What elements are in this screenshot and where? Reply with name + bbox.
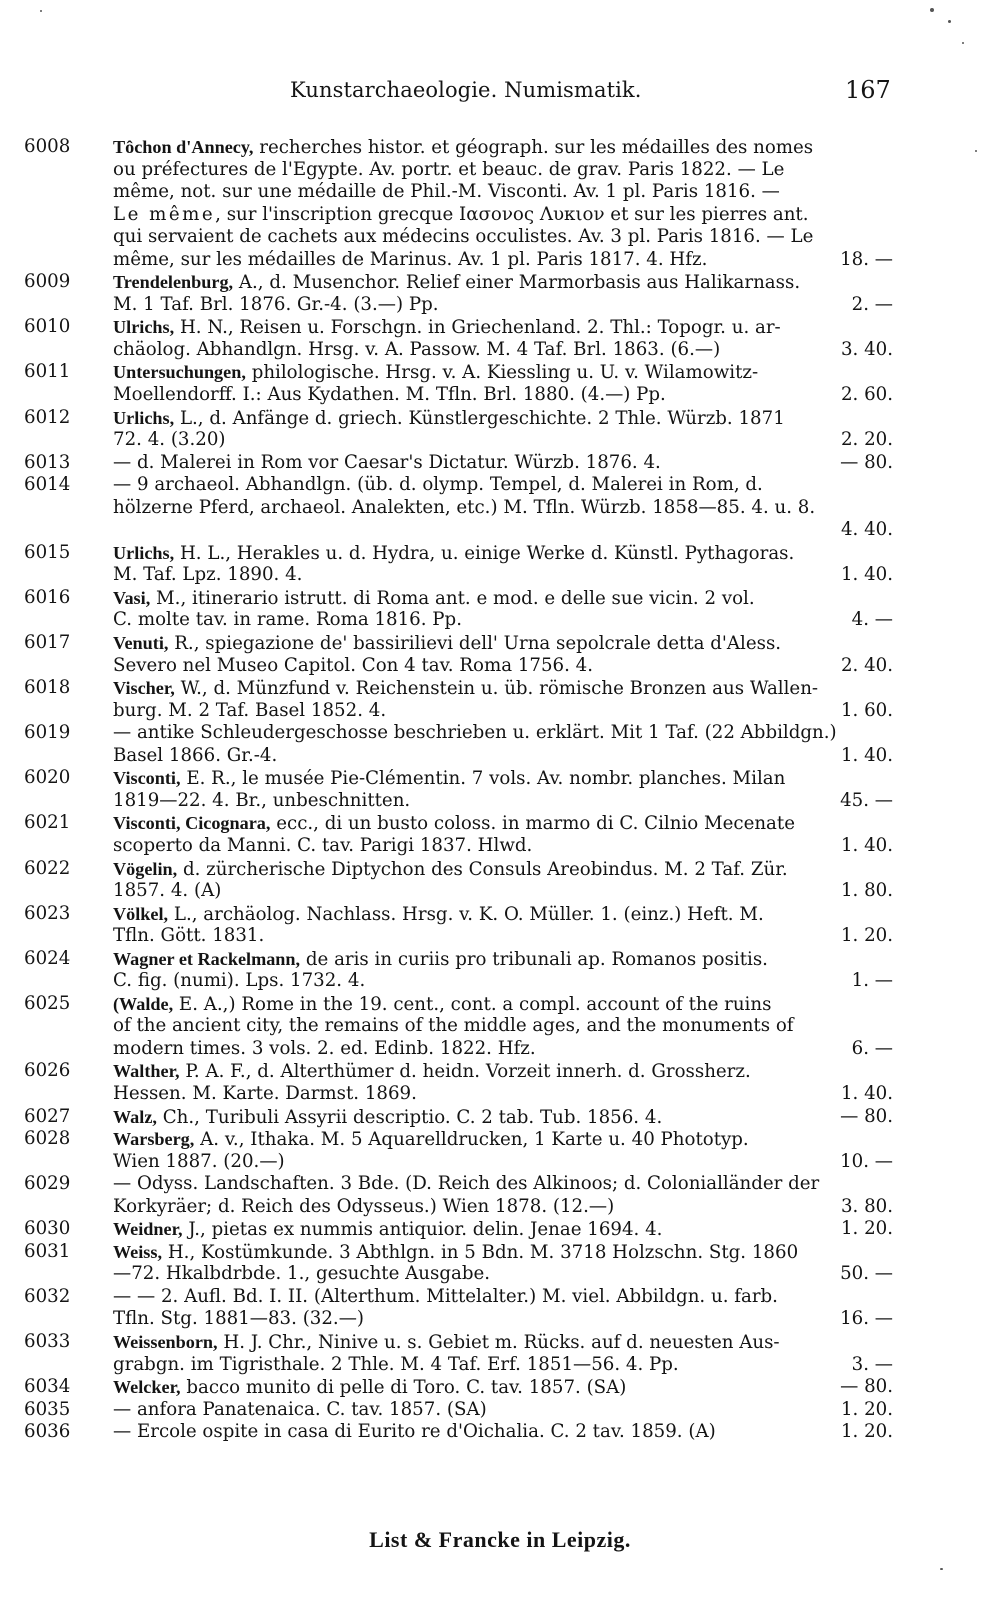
entry-line [113,1038,893,1061]
entry-price: 1. 20. [840,1398,893,1420]
entry-line [113,1083,893,1106]
entry-line [113,1015,893,1038]
entry-line-text: hölzerne Pferd, archaeol. Analekten, etc.) M. Tfln. Würzb. 1858—85. 4. u. 8. [113,496,816,518]
entry-number: 6015 [24,541,71,563]
entry-line-text: P. A. F., d. Alterthümer d. heidn. Vorzeit innerh. d. Grossherz. [185,1061,751,1083]
entry-line-text: — — 2. Aufl. Bd. I. II. (Alterthum. Mittelalter.) M. viel. Abbildgn. u. farb. [113,1285,778,1307]
catalog-entry [0,1376,1000,1399]
catalog-entry [0,1399,1000,1422]
entry-line-text: H. N., Reisen u. Forschgn. in Griechenland. 2. Thl.: Topogr. u. ar- [179,317,781,339]
catalog-entry [0,632,1000,677]
entry-price: 50. — [840,1263,893,1285]
entry-line [113,429,893,452]
catalog-entry [0,903,1000,948]
entry-line-text: de aris in curiis pro tribunali ap. Romanos positis. [305,948,768,970]
entry-line-text: recherches histor. et géograph. sur les médailles des nomes [259,137,814,158]
entry-price: 1. 20. [840,925,893,947]
entry-author: Ulrichs, [113,317,175,338]
entry-line-text: E. A.,) Rome in the 19. cent., cont. a compl. account of the ruins [178,993,772,1015]
entry-line-text: J., pietas ex nummis antiquior. delin. Jenae 1694. 4. [188,1219,663,1241]
entry-text [113,452,893,475]
entry-line [113,587,893,610]
entry-price: 4. 40. [840,519,893,541]
entry-text [113,722,893,767]
entry-number: 6021 [24,812,71,834]
entry-number: 6033 [24,1330,71,1352]
entry-line [113,226,893,249]
entry-line-text: qui servaient de cachets aux médecins occulistes. Av. 3 pl. Paris 1816. — Le [113,226,814,248]
entry-price: — 80. [840,451,893,473]
entry-number: 6009 [24,271,71,293]
entry-text [113,767,893,812]
entry-author: Venuti, [113,633,169,654]
catalog-entry [0,587,1000,632]
entry-line-text: E. R., le musée Pie-Clémentin. 7 vols. Av. nombr. planches. Milan [186,768,786,790]
entry-author: Visconti, Cicognara, [113,813,271,834]
entry-line-text: —72. Hkalbdrbde. 1., gesuchte Ausgabe. [113,1263,490,1285]
entry-line-text: M. Taf. Lpz. 1890. 4. [113,564,303,586]
entry-number: 6014 [24,474,71,496]
entry-line-text: ou préfectures de l'Egypte. Av. portr. et beauc. de grav. Paris 1822. — Le [113,158,785,180]
entry-text [113,1106,893,1129]
entry-author: Urlichs, [113,407,175,428]
entry-line-text: chäolog. Abhandlgn. Hrsg. v. A. Passow. M. 4 Taf. Brl. 1863. (6.—) [113,338,721,360]
entry-line-text: Moellendorff. I.: Aus Kydathen. M. Tfln. Brl. 1880. (4.—) Pp. [113,384,666,406]
entry-line [113,249,893,272]
entry-line-text: H. L., Herakles u. d. Hydra, u. einige Werke d. Künstl. Pythagoras. [179,542,795,564]
entry-line [113,835,893,858]
entry-line-text: L., d. Anfänge d. griech. Künstlergeschichte. 2 Thle. Würzb. 1871 [179,407,785,429]
scan-speck [930,8,934,12]
entry-line-text: grabgn. im Tigristhale. 2 Thle. M. 4 Taf. Erf. 1851—56. 4. Pp. [113,1353,679,1375]
entry-line-text: of the ancient city, the remains of the middle ages, and the monuments of [113,1015,794,1037]
scan-speck [975,150,977,152]
entry-number: 6019 [24,722,71,744]
entry-line [113,204,893,227]
catalog-entry [0,1060,1000,1105]
entry-line [113,1263,893,1286]
entry-line [113,632,893,655]
entry-line [113,858,893,881]
entry-line [113,316,893,339]
entry-line-text: A., d. Musenchor. Relief einer Marmorbasis aus Halikarnass. [238,272,801,294]
entry-number: 6029 [24,1173,71,1195]
entry-number: 6011 [24,361,71,383]
entry-text [113,271,893,316]
entry-line-text: Korkyräer; d. Reich des Odysseus.) Wien 1878. (12.—) [113,1195,615,1217]
entry-text [113,1399,893,1422]
catalog-entry [0,542,1000,587]
entry-line-text: Ch., Turibuli Assyrii descriptio. C. 2 tab. Tub. 1856. 4. [162,1106,663,1128]
entry-price: 1. 20. [840,1218,893,1240]
entry-line [113,564,893,587]
entry-line [113,1331,893,1354]
entry-number: 6031 [24,1240,71,1262]
entry-price: 1. 80. [840,880,893,902]
entry-line [113,1128,893,1151]
entry-line-text: Tfln. Stg. 1881—83. (32.—) [113,1308,364,1330]
entry-line [113,948,893,971]
entry-number: 6010 [24,316,71,338]
scan-speck [40,10,42,12]
entry-line [113,609,893,632]
entry-number: 6025 [24,992,71,1014]
entry-text [113,1128,893,1173]
entry-line [113,1399,893,1422]
entry-line-text: ecc., di un busto coloss. in marmo di C. Cilnio Mecenate [276,813,795,835]
page-header [0,78,1000,114]
catalog-entry [0,452,1000,475]
entry-price: 1. 60. [840,699,893,721]
entry-line-text: 1857. 4. (A) [113,880,222,902]
entry-price: 6. — [851,1037,893,1059]
publisher-imprint: List & Francke in Leipzig. [369,1527,631,1552]
entry-price: 3. — [851,1353,893,1375]
entry-author: Weiss, [113,1241,163,1262]
entry-number: 6017 [24,632,71,654]
entry-line [113,384,893,407]
entry-line [113,181,893,204]
entry-line [113,1173,893,1196]
entry-line-text: — 9 archaeol. Abhandlgn. (üb. d. olymp. Tempel, d. Malerei in Rom, d. [113,474,763,496]
entry-author: Visconti, [113,768,181,789]
entry-price: — 80. [840,1105,893,1127]
catalog-entry [0,316,1000,361]
entry-text [113,1376,893,1399]
entry-price: 4. — [851,609,893,631]
catalog-entry [0,474,1000,542]
catalog-entry [0,136,1000,271]
entry-price: 10. — [840,1150,893,1172]
entry-line [113,903,893,926]
catalog-entry [0,858,1000,903]
entry-price: 1. 40. [840,834,893,856]
entry-line-text: burg. M. 2 Taf. Basel 1852. 4. [113,699,387,721]
entry-price: 45. — [840,789,893,811]
entry-line-text: — Odyss. Landschaften. 3 Bde. (D. Reich des Alkinoos; d. Colonialländer der [113,1173,820,1195]
entry-line-text: L., archäolog. Nachlass. Hrsg. v. K. O. Müller. 1. (einz.) Heft. M. [173,903,764,925]
entry-line [113,745,893,768]
entry-author: Untersuchungen, [113,362,246,383]
entry-line-text: bacco munito di pelle di Toro. C. tav. 1857. (SA) [186,1377,627,1399]
catalog-entry [0,1173,1000,1218]
entry-line [113,474,893,497]
entry-line-text: Wien 1887. (20.—) [113,1150,285,1172]
catalog-entry [0,1106,1000,1129]
entry-price: 1. 40. [840,744,893,766]
entry-text [113,1060,893,1105]
entry-line [113,407,893,430]
entry-line [113,993,893,1016]
entry-line-text: même, not. sur une médaille de Phil.-M. Visconti. Av. 1 pl. Paris 1816. — [113,181,780,203]
entry-line-text: M., itinerario istrutt. di Roma ant. e mod. e delle sue vicin. 2 vol. [156,587,755,609]
entry-text [113,903,893,948]
entry-price: — 80. [840,1376,893,1398]
entry-line-text: — antike Schleudergeschosse beschrieben u. erklärt. Mit 1 Taf. (22 Abbildgn.) [113,722,837,744]
catalog-entry [0,677,1000,722]
entry-line [113,700,893,723]
catalog-entry [0,1241,1000,1286]
catalog-entry [0,361,1000,406]
entry-text [113,993,893,1061]
entry-line [113,1421,893,1444]
entry-line [113,361,893,384]
entry-number: 6008 [24,136,71,157]
entry-text [113,677,893,722]
entry-line-text: d. zürcherische Diptychon des Consuls Areobindus. M. 2 Taf. Zür. [182,858,788,880]
entry-author: Weissenborn, [113,1331,218,1352]
entry-text [113,136,893,271]
catalog-entry [0,1331,1000,1376]
entry-line [113,790,893,813]
catalog-entry [0,1128,1000,1173]
entry-price: 1. 40. [840,1082,893,1104]
entry-number: 6027 [24,1105,71,1127]
entry-line [113,452,893,475]
entry-number: 6013 [24,451,71,473]
entry-number: 6023 [24,902,71,924]
entry-number: 6012 [24,406,71,428]
catalog-entry [0,722,1000,767]
entry-line-text: 72. 4. (3.20) [113,429,226,451]
entry-author: Vasi, [113,587,151,608]
entry-text [113,587,893,632]
entry-text [113,1331,893,1376]
entry-text [113,632,893,677]
entry-text [113,812,893,857]
catalog-entry [0,1218,1000,1241]
catalog-entry [0,767,1000,812]
entry-number: 6035 [24,1398,71,1420]
entry-price: 1. 20. [840,1421,893,1443]
entry-price: 18. — [840,248,893,270]
entry-line [113,767,893,790]
entry-line [113,1196,893,1219]
entry-number: 6018 [24,677,71,699]
entry-text [113,1173,893,1218]
entry-line [113,271,893,294]
catalog-entry [0,948,1000,993]
catalog-entry [0,1421,1000,1444]
entry-number: 6032 [24,1285,71,1307]
entry-text [113,361,893,406]
entry-line [113,136,893,159]
entry-line [113,1218,893,1241]
scan-speck [948,20,951,23]
entry-line-text: modern times. 3 vols. 2. ed. Edinb. 1822. Hfz. [113,1037,536,1059]
entry-line-text: Le même, sur l'inscription grecque Ιασονος Λυκιον et sur les pierres ant. [113,203,809,225]
entry-number: 6026 [24,1060,71,1082]
entry-line [113,677,893,700]
entry-line [113,519,893,542]
entry-line [113,159,893,182]
catalog-entry [0,812,1000,857]
entry-price: 1. — [851,970,893,992]
entry-price: 1. 40. [840,564,893,586]
entry-line [113,1151,893,1174]
entry-line-text: H., Kostümkunde. 3 Abthlgn. in 5 Bdn. M. 3718 Holzschn. Stg. 1860 [167,1241,799,1263]
entry-line-text: — anfora Panatenaica. C. tav. 1857. (SA) [113,1398,487,1420]
entry-line [113,1308,893,1331]
entry-line [113,1060,893,1083]
entry-line-text: H. J. Chr., Ninive u. s. Gebiet m. Rücks. auf d. neuesten Aus- [223,1331,780,1353]
entry-author: (Walde, [113,993,174,1014]
entry-price: 2. — [851,293,893,315]
entry-text [113,1218,893,1241]
entry-line-text: Severo nel Museo Capitol. Con 4 tav. Roma 1756. 4. [113,654,594,676]
catalog-entry [0,1286,1000,1331]
entry-number: 6024 [24,947,71,969]
entry-author: Walz, [113,1106,157,1127]
entry-line-text: Tfln. Gött. 1831. [113,925,265,947]
running-title: Kunstarchaeologie. Numismatik. [290,78,642,102]
entry-line-text: C. fig. (numi). Lps. 1732. 4. [113,970,366,992]
entry-author: Welcker, [113,1377,181,1398]
entry-author: Wagner et Rackelmann, [113,948,301,969]
catalog-entries [0,136,1000,1444]
entry-line [113,1376,893,1399]
entry-line [113,1241,893,1264]
entry-line [113,497,893,520]
entry-line [113,722,893,745]
entry-author: Vischer, [113,678,175,699]
entry-line-text: scoperto da Manni. C. tav. Parigi 1837. Hlwd. [113,834,533,856]
entry-line-text: R., spiegazione de' bassirilievi dell' Urna sepolcrale detta d'Aless. [174,633,782,655]
entry-line-text: C. molte tav. in rame. Roma 1816. Pp. [113,609,462,631]
entry-author: Völkel, [113,903,169,924]
entry-line-text: A. v., Ithaka. M. 5 Aquarelldrucken, 1 Karte u. 40 Phototyp. [200,1129,749,1151]
entry-line-text: philologische. Hrsg. v. A. Kiessling u. U. v. Wilamowitz- [251,362,759,384]
entry-number: 6016 [24,586,71,608]
entry-line [113,1354,893,1377]
entry-text [113,1286,893,1331]
entry-author: Vögelin, [113,858,178,879]
entry-line-text: Hessen. M. Karte. Darmst. 1869. [113,1082,417,1104]
entry-line [113,970,893,993]
scan-speck [962,42,964,44]
scan-speck [940,1568,943,1570]
entry-line-text: 1819—22. 4. Br., unbeschnitten. [113,789,411,811]
entry-text [113,542,893,587]
entry-line-text: — Ercole ospite in casa di Eurito re d'Oichalia. C. 2 tav. 1859. (A) [113,1421,716,1443]
entry-text [113,948,893,993]
entry-number: 6020 [24,767,71,789]
entry-line [113,655,893,678]
entry-line [113,1286,893,1309]
entry-text [113,407,893,452]
entry-line [113,294,893,317]
entry-price: 2. 60. [840,384,893,406]
entry-line-text: M. 1 Taf. Brl. 1876. Gr.-4. (3.—) Pp. [113,293,439,315]
entry-line [113,925,893,948]
catalog-entry [0,407,1000,452]
catalog-entry [0,271,1000,316]
entry-text [113,1241,893,1286]
entry-number: 6034 [24,1376,71,1398]
entry-line [113,339,893,362]
entry-line-text: W., d. Münzfund v. Reichenstein u. üb. römische Bronzen aus Wallen- [180,678,819,700]
entry-line [113,812,893,835]
entry-text [113,316,893,361]
entry-price: 2. 20. [840,429,893,451]
entry-author: Walther, [113,1061,180,1082]
catalog-entry [0,993,1000,1061]
entry-text [113,858,893,903]
entry-author: Weidner, [113,1219,183,1240]
entry-line [113,880,893,903]
entry-number: 6030 [24,1218,71,1240]
entry-number: 6028 [24,1128,71,1150]
entry-text [113,1421,893,1444]
entry-author: Urlichs, [113,542,175,563]
entry-price: 3. 80. [840,1195,893,1217]
entry-line-text: Basel 1866. Gr.-4. [113,744,278,766]
entry-line [113,1106,893,1129]
page-number: 167 [845,76,891,104]
entry-price: 16. — [840,1308,893,1330]
entry-number: 6036 [24,1421,71,1443]
entry-line [113,542,893,565]
entry-price: 2. 40. [840,654,893,676]
entry-author: Trendelenburg, [113,272,234,293]
entry-line-text: — d. Malerei in Rom vor Caesar's Dictatur. Würzb. 1876. 4. [113,451,661,473]
entry-line-text: même, sur les médailles de Marinus. Av. 1 pl. Paris 1817. 4. Hfz. [113,248,708,270]
entry-author: Tôchon d'Annecy, [113,137,254,157]
entry-text [113,474,893,542]
entry-author: Warsberg, [113,1129,195,1150]
entry-price: 3. 40. [840,338,893,360]
entry-number: 6022 [24,857,71,879]
